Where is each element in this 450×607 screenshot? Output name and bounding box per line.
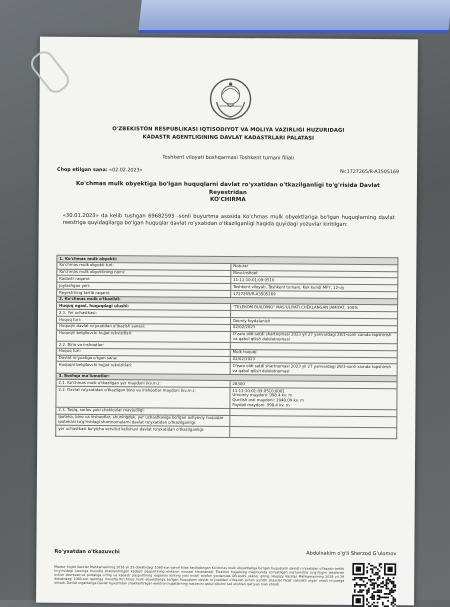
field-value: 02/02/2023 [230, 356, 397, 364]
document-number: 1727265/R-A3505169 [346, 169, 400, 176]
field-label: Joylashgan yeri: [57, 282, 231, 290]
field-value: O'zaro oldi-sotdi shartnomasi 2023 yil 27 yanvardagi 28/1-sonli xamda topshirish va qabul qilish dalolatnomasi [230, 331, 397, 344]
field-label: Huquq turi: [56, 316, 230, 324]
title-line-1: Ko'chmas mulk obyektiga bo'lgan huquqlarni davlat ro'yxatidan o'tkazilganligi to'g'risida Davlat [76, 180, 380, 190]
field-label: Huquqni belgilovchi hujjat rekvizitlari: [56, 330, 230, 343]
field-value: 11:11:10:01:09:0510 [231, 277, 398, 285]
field-label: 2.2. Bino va inshootlar: [56, 341, 230, 349]
field-label: 2.3. Taqiq, sarlov yoki cheklovlar mavjudligi: [56, 407, 230, 415]
table-row [56, 425, 397, 439]
field-value: 28300 [230, 381, 397, 389]
field-label: Davlat ro'yxatiga o'tgan sana: [56, 355, 230, 363]
state-emblem-icon [207, 76, 253, 122]
blue-folder [138, 0, 450, 33]
ministry-name: O'ZBEKISTON RESPUBLIKASI IQTISODIYOT VA MOLIYA VAZIRLIGI HUZURIDAGI [112, 126, 345, 134]
field-label: 2.2. Davlat ro'yxatidan o'tkazilgan bino va inshootlar maydoni (kv.m.): [56, 387, 230, 409]
print-date-label: Chop etilgan sana: [57, 167, 108, 174]
field-value: Bino-inshoot [231, 270, 398, 278]
field-value [230, 426, 397, 438]
field-label: Ipoteka, bino va inshootlar, shuningdek, yer uchastkasiga bo'lgan ashyoviy huquqlar ipotekasi to'g'risidagi shartnomalarni davlat ro'yxatidan o'tkazilganligi: [56, 414, 230, 427]
field-label: 2.1. Ko'chmas mulk o'tkazilgan yer maydoni (kv.m.): [56, 380, 230, 388]
field-label: Huquq egasi, huquqdagi ulushi: [57, 303, 231, 311]
field-label: Huquqni belgilovchi hujjat rekvizitlari: [56, 362, 230, 375]
field-value: Noturar [231, 263, 398, 271]
field-value: 11:11:10:01:09:0510:0001 Umumiy maydoni: 998.4 kv. m Qurilish osti maydoni: 2040.09 kv. m Foydali maydoni: 998.4 kv. m [230, 388, 397, 410]
title-line-2: Reyestridan [208, 189, 247, 196]
section-title: 2. Ko'chmas mulk o'tkazildi: [57, 296, 398, 305]
branch-name: Toshkent viloyati boshqarmasi Toshkent tumani filiali [162, 154, 294, 162]
qr-code-icon [352, 563, 396, 607]
field-value: 02/02/2023 [230, 324, 397, 332]
agency-name: KADASTR AGENTLIGINING DAVLAT KADASTRLARI PALATASI [142, 134, 314, 142]
field-value: Doimiy foydalanish [230, 318, 397, 326]
print-date-row [57, 168, 143, 174]
registrar-label: Ro'yxatdan o'tkazuvchi [54, 548, 120, 556]
intro-paragraph: «30.01.2023» da kelib tushgan 69682593 -sonli buyurtma asosida Ko'chmas mulk obyektlariga bo'lgan huquqlarning davlat reestriga quyidagilarga bo'lgan huquqlar davlat ro'yxatidan o'tkazilganligi haqida quyidagi yozuvlar kiritilgan: [62, 212, 395, 229]
section-title: 1. Ko'chmas mulk obyekti: [57, 255, 398, 264]
field-value: O'zaro oldi-sotdi shartnomasi 2023 yil 27 yanvardagi 28/1-sonli xamda topshirish va qabul qilish dalolatnomasi [230, 363, 397, 376]
field-value: "TELEKOM BUILDING" MAS'ULIYATI CHEKLANGAN JAMIYAT, 100% [230, 304, 397, 312]
field-label: Huquq turi: [56, 348, 230, 356]
field-value: 1727265/R-A3505169 [231, 290, 398, 298]
document-title [59, 181, 397, 206]
field-label: yer uchastkasi bo'yicha servitut kelishuvi davlat ro'yxatidan o'tkazilganligi: [56, 425, 230, 437]
document-number-prefix: №: [340, 169, 347, 175]
section-title: 3. Boshqa ma'lumotlar: [56, 373, 397, 382]
field-label: Huquqni davlat ro'yxatidan o'tkazish sanasi: [56, 323, 230, 331]
field-label: Kadastr raqami: [57, 276, 231, 284]
field-label: Ko'chmas mulk obyekti turi: [57, 262, 231, 270]
registrar-name: Abdulxakim o'g'li Sherzod G'ulomov [306, 550, 397, 558]
table-row [56, 387, 397, 410]
document-number-row [340, 170, 399, 175]
field-label: Reyestrning tartib raqami: [57, 289, 231, 297]
field-label: Ko'chmas mulk obyektining nomi: [57, 269, 231, 277]
legal-footnote: Mazkur hujjat Vazirlar Mahkamasining 2018 yil 29 dekabrdagi 1060-son qarori bilan tasdiqlangan Ko'chmas mulk obyektlariga bo'lgan huquqlarni davlat ro'yxatidan o'tkazish tartibi to'g'risidagi nizomga muvofiq shakllantirilgan kadastr pasportining elektron nusxasi hisoblanadi. Elektron hujjatning mazmunida ko'rsatilgan ma'lumotlar to'g'riligini tekshirish uchun davreestr.uz portaliga o'ting va kadastr pasportining raqamini kiriting yoki mobil telefon yordamida QR-kodni skaner qiling. Haqiqiy Vazirlar Mahkamasining 2018 yil 29 dekabrdagi 1060-son qaroriga muvofiq Ko'chmas mulk obyektlariga bo'lgan huquqlarni davlat ro'yxatidan o'tkazish uchun yuridik shaxslar faqat vakolatli organ orqali ro'yxatga olinadi. Davlat organlariga Davlat reyestridan shakllantirilgan elektron hujjatlarning nusxasini qabul qilishni rad etishlari qat'iyan man etiladi. [54, 564, 345, 587]
title-line-3: KO'CHIRMA [210, 196, 246, 204]
document-paper [36, 37, 418, 606]
field-value: Toshkent viloyati, Toshkent tumani, Kuk kundi MFY, 12-uy [231, 284, 398, 292]
field-label: 2.1. Yer uchastkasi: [57, 310, 231, 318]
print-date: «02.02.2023» [109, 168, 143, 174]
register-table [55, 255, 398, 440]
field-value: Mulk huquqi [230, 349, 397, 357]
